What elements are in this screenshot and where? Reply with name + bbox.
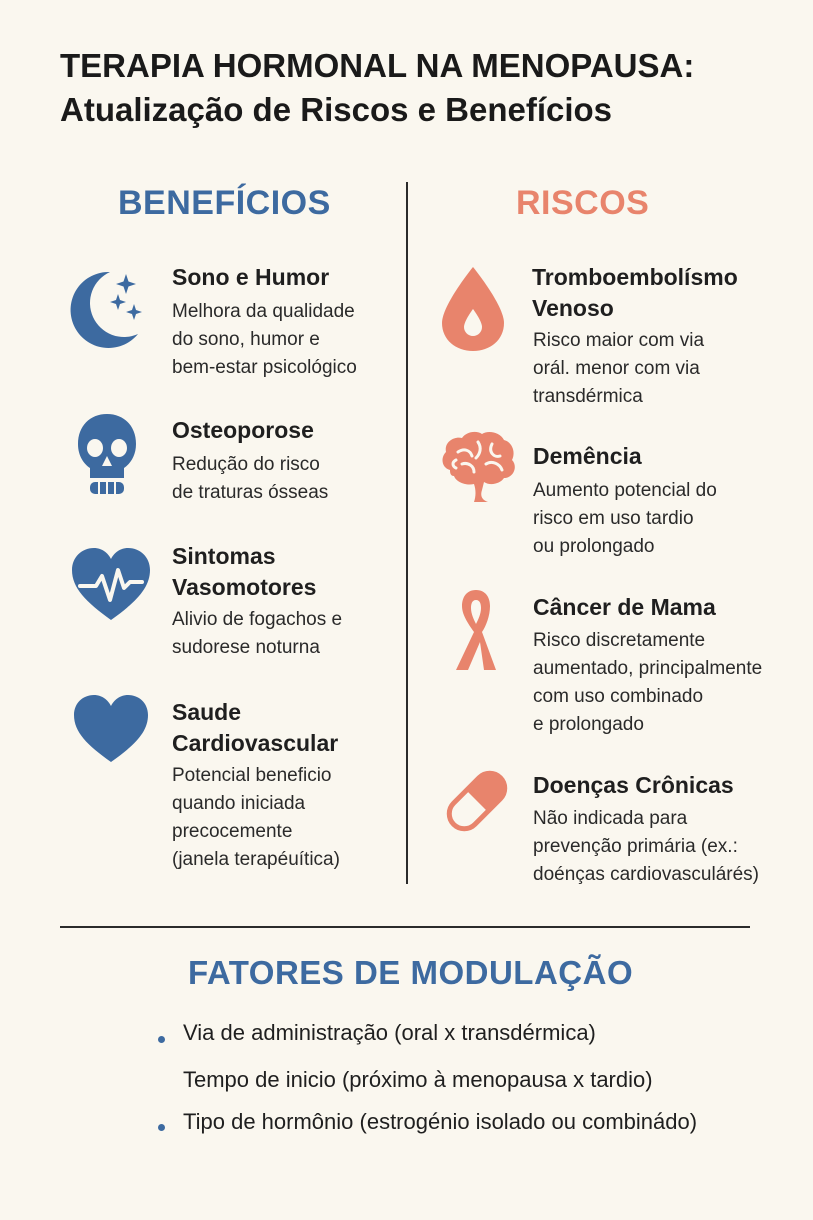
blood-drop-icon: [440, 265, 506, 353]
heart-pulse-icon: [70, 546, 152, 624]
risk-desc-line: orál. menor com via: [533, 358, 700, 379]
section-divider: [60, 926, 750, 928]
risk-desc-line: e prolongado: [533, 714, 644, 735]
page-title-line-2: Atualização de Riscos e Benefícios: [60, 91, 613, 128]
skull-icon: [76, 412, 138, 498]
benefit-desc-line: Alivio de fogachos e: [172, 609, 343, 630]
factors-heading: FATORES DE MODULAÇÃO: [188, 954, 634, 991]
benefit-desc-line: de traturas ósseas: [172, 482, 329, 503]
factor-item: Via de administração (oral x transdérmica): [183, 1020, 596, 1045]
risk-desc-line: aumentado, principalmente: [533, 658, 763, 679]
column-divider: [406, 182, 408, 884]
risk-desc-line: risco em uso tardio: [533, 508, 694, 529]
risks-heading: RISCOS: [516, 184, 650, 222]
benefit-desc-line: bem-estar psicológico: [172, 357, 357, 378]
risk-desc-line: transdérmica: [533, 386, 643, 407]
page-title: [60, 44, 694, 132]
benefit-desc-line: Redução do risco: [172, 454, 320, 475]
benefit-title: Vasomotores: [172, 574, 317, 600]
benefit-title: Cardiovascular: [172, 730, 339, 756]
benefit-desc-line: (janela terapéuítica): [172, 849, 340, 870]
risk-desc-line: Não indicada para: [533, 808, 688, 829]
page-title-line-1: TERAPIA HORMONAL NA MENOPAUSA:: [60, 47, 695, 84]
risk-desc-line: com uso combinado: [533, 686, 704, 707]
factor-item: Tipo de hormônio (estrogénio isolado ou combinádo): [183, 1109, 698, 1134]
bullet-dot: [158, 1036, 165, 1043]
benefit-desc-line: precocemente: [172, 821, 293, 842]
risk-title: Venoso: [532, 295, 614, 321]
benefit-title: Sintomas: [172, 543, 276, 569]
pill-capsule-icon: [440, 764, 514, 838]
risk-desc-line: ou prolongado: [533, 536, 655, 557]
benefit-desc-line: Potencial beneficio: [172, 765, 332, 786]
moon-stars-icon: [66, 264, 146, 350]
benefit-desc-line: quando iniciada: [172, 793, 306, 814]
risk-desc-line: prevenção primária (ex.:: [533, 836, 738, 857]
benefit-desc-line: sudorese noturna: [172, 637, 320, 658]
benefit-desc-line: Melhora da qualidade: [172, 301, 355, 322]
benefit-title: Sono e Humor: [172, 264, 330, 290]
benefits-heading: BENEFÍCIOS: [118, 184, 331, 222]
risk-title: Câncer de Mama: [533, 594, 716, 620]
awareness-ribbon-icon: [448, 586, 504, 674]
risk-title: Demência: [533, 443, 642, 469]
heart-icon: [72, 694, 150, 764]
brain-icon: [438, 430, 518, 506]
benefit-desc-line: do sono, humor e: [172, 329, 320, 350]
bullet-dot: [158, 1124, 165, 1131]
risk-title: Tromboembolísmo: [532, 264, 738, 290]
benefit-title: Osteoporose: [172, 417, 314, 443]
risk-desc-line: Risco maior com via: [533, 330, 705, 351]
risk-desc-line: Risco discretamente: [533, 630, 706, 651]
benefit-title: Saude: [172, 699, 242, 725]
risk-title: Doenças Crônicas: [533, 772, 734, 798]
risk-desc-line: Aumento potencial do: [533, 480, 717, 501]
factor-item: Tempo de inicio (próximo à menopausa x tardio): [183, 1067, 653, 1092]
risk-desc-line: doénças cardiovasculárés): [533, 864, 760, 885]
